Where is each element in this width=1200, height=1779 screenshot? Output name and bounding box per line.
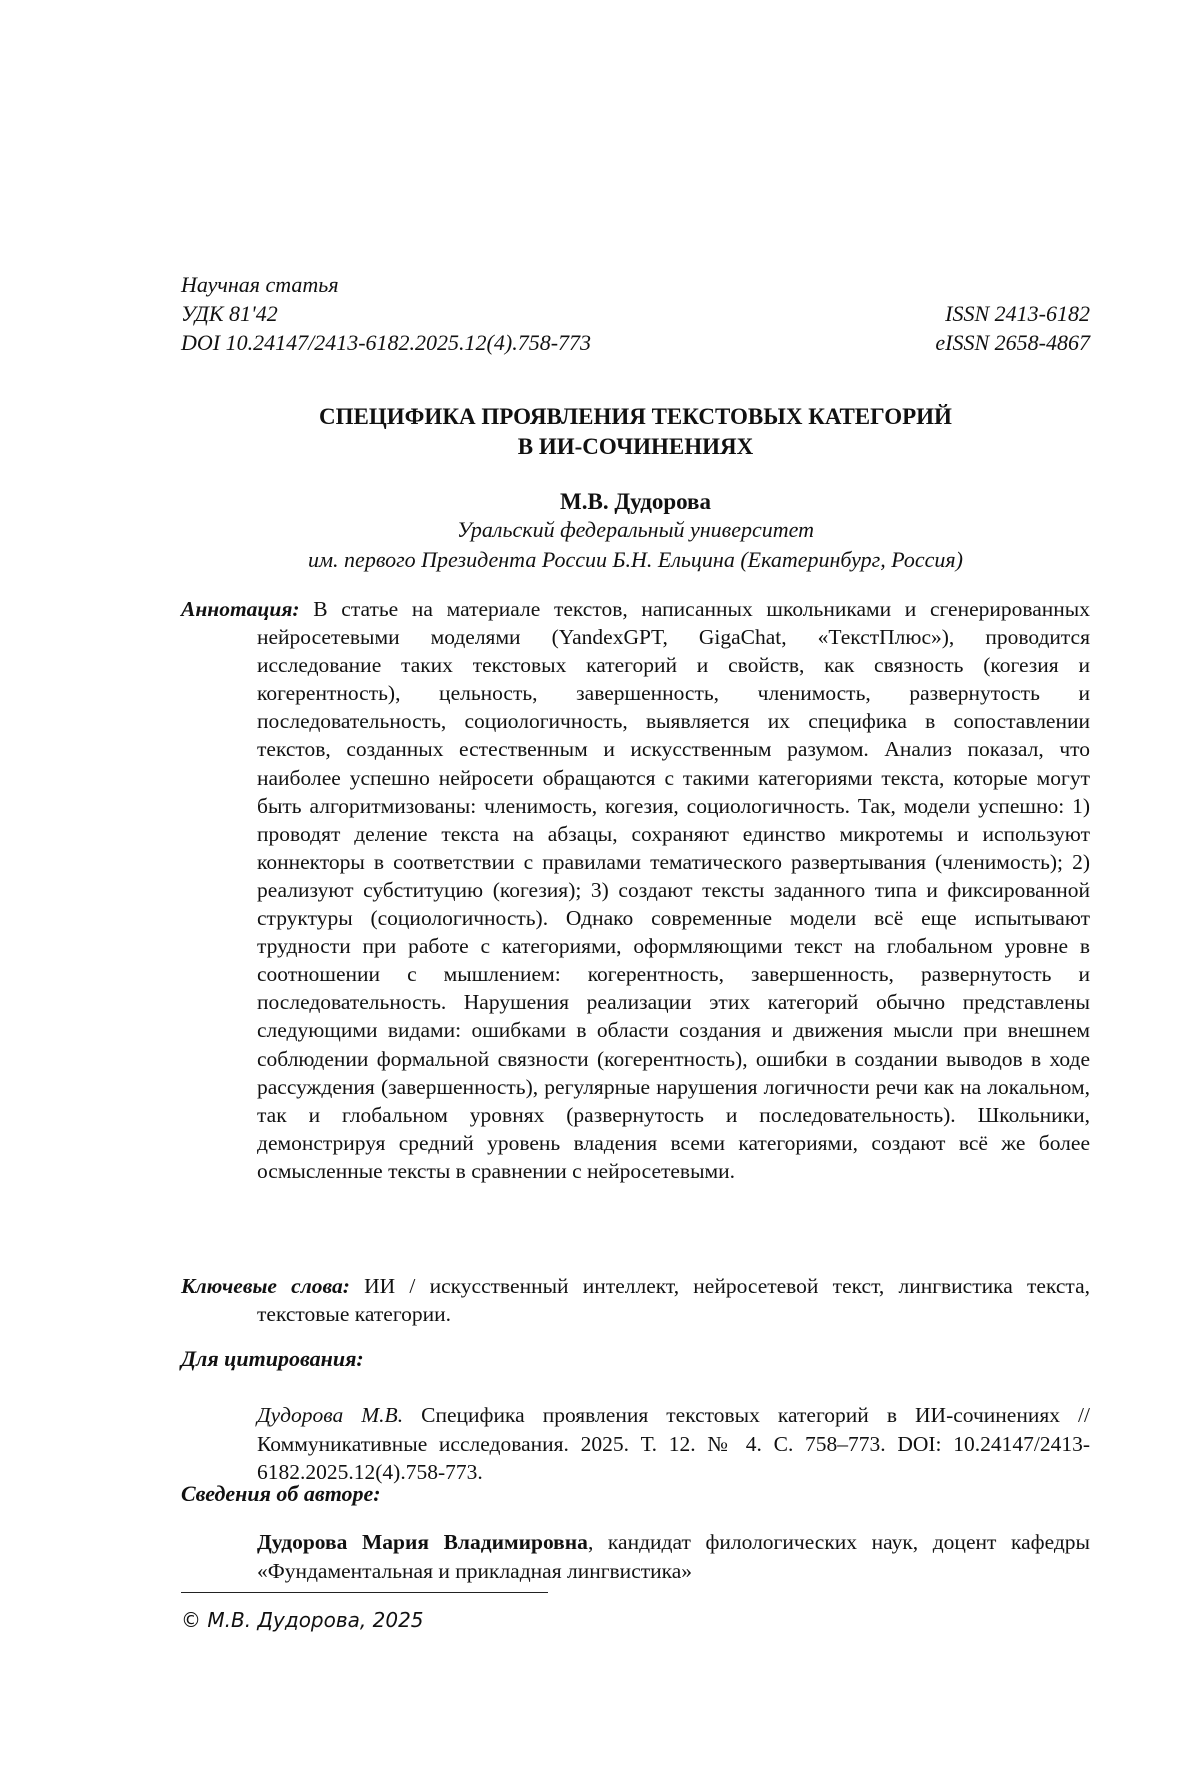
keywords-paragraph	[181, 1272, 1090, 1328]
abstract-paragraph	[181, 595, 1090, 1185]
citation-heading: Для цитирования:	[181, 1346, 364, 1371]
udc-code: УДК 81'42	[181, 301, 278, 326]
affiliation-line-1: Уральский федеральный университет	[456, 517, 814, 542]
copyright-notice: © М.В. Дудорова, 2025	[181, 1608, 424, 1632]
citation-text: Специфика проявления текстовых категорий в ИИ-сочинениях // Коммуникативные исследования. 2025. Т. 12. № 4. С. 758–773. DOI: 10.24147/2413-6182.2025.12(4).758-773.	[257, 1403, 1091, 1484]
affiliation-line-2: им. первого Президента России Б.Н. Ельцина (Екатеринбург, Россия)	[308, 547, 963, 572]
article-type-row	[181, 270, 1090, 299]
issn: ISSN 2413-6182	[945, 301, 1090, 326]
eissn: eISSN 2658-4867	[935, 330, 1090, 355]
citation-author: Дудорова М.В.	[257, 1403, 404, 1427]
abstract-section	[181, 595, 1090, 1185]
keywords-section	[181, 1272, 1090, 1328]
article-type: Научная статья	[181, 272, 339, 297]
keywords-label: Ключевые слова:	[181, 1274, 350, 1298]
keywords-text: ИИ / искусственный интеллект, нейросетевой текст, лингвистика текста, текстовые категории.	[257, 1274, 1090, 1327]
article-title	[181, 402, 1090, 462]
udc-issn-row	[181, 299, 1090, 328]
author-full-name: Дудорова Мария Владимировна	[257, 1530, 588, 1554]
title-line-1: СПЕЦИФИКА ПРОЯВЛЕНИЯ ТЕКСТОВЫХ КАТЕГОРИЙ	[319, 404, 952, 429]
footnote-divider	[181, 1592, 548, 1593]
abstract-text: В статье на материале текстов, написанных школьниками и сгенерированных нейросетевыми моделями (YandexGPT, GigaChat, «ТекстПлюс»), проводится исследование таких текстовых категорий и свойств, как связность (когезия и когерентность), цельность, завершенность, членимость, развернутость и последовательность, социологичность, выявляется их специфика в сопоставлении текстов, созданных естественным и искусственным разумом. Анализ показал, что наиболее успешно нейросети обращаются с такими категориями текста, которые могут быть алгоритмизованы: членимость, когезия, социологичность. Так, модели успешно: 1) проводят деление текста на абзацы, сохраняют единство микротемы и используют коннекторы в соответствии с правилами тематического развертывания (членимость); 2) реализуют субституцию (когезия); 3) создают тексты заданного типа и фиксированной структуры (социологичность). Однако современные модели всё еще испытывают трудности при работе с категориями, оформляющими текст на глобальном уровне в соотношении с мышлением: когерентность, завершенность, развернутость и последовательность. Нарушения реализации этих категорий обычно представлены следующими видами: ошибками в области создания и движения мысли при внешнем соблюдении формальной связности (когерентность), ошибки в создании выводов в ходе рассуждения (завершенность), регулярные нарушения логичности речи как на локальном, так и глобальном уровнях (развернутость и последовательность). Школьники, демонстрируя средний уровень владения всеми категориями, создают всё же более осмысленные тексты в сравнении с нейросетевыми.	[257, 597, 1091, 1183]
citation-section	[181, 1345, 1090, 1487]
abstract-label: Аннотация:	[181, 597, 300, 621]
citation-text-block	[257, 1401, 1090, 1487]
article-metadata	[181, 270, 1090, 299]
title-line-2: В ИИ-СОЧИНЕНИЯХ	[517, 434, 754, 459]
doi-eissn-row	[181, 328, 1090, 357]
author-info-text-block	[257, 1528, 1090, 1585]
doi: DOI 10.24147/2413-6182.2025.12(4).758-773	[181, 330, 592, 355]
author-affiliation	[181, 515, 1090, 575]
author-info-text: , кандидат филологических наук, доцент кафедры «Фундаментальная и прикладная лингвистика»	[257, 1530, 1090, 1583]
author-name: М.В. Дудорова	[560, 489, 711, 514]
author-info-heading: Сведения об авторе:	[181, 1481, 381, 1506]
author-info-section	[181, 1480, 1090, 1585]
